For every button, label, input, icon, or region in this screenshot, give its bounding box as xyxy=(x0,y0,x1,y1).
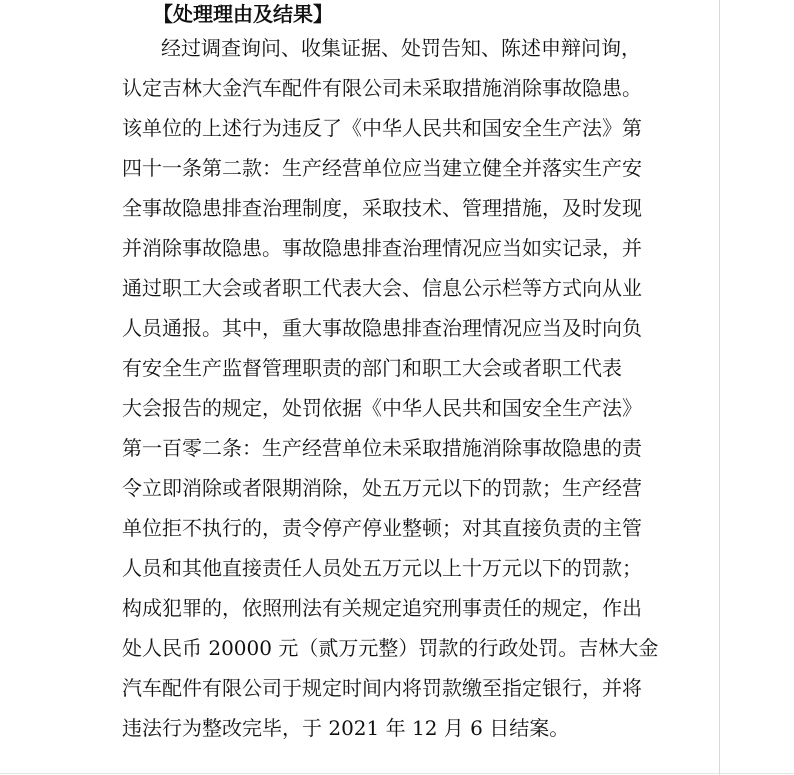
page-bottom-divider xyxy=(0,773,794,774)
paragraph-line: 构成犯罪的，依照刑法有关规定追究刑事责任的规定，作出 xyxy=(122,596,642,620)
paragraph-line: 全事故隐患排查治理制度，采取技术、管理措施，及时发现 xyxy=(122,196,642,220)
paragraph-line: 单位拒不执行的，责令停产停业整顿；对其直接负责的主管 xyxy=(122,516,642,540)
paragraph-line: 通过职工大会或者职工代表大会、信息公示栏等方式向从业 xyxy=(122,276,642,300)
paragraph-line: 并消除事故隐患。事故隐患排查治理情况应当如实记录，并 xyxy=(122,236,642,260)
paragraph-line: 认定吉林大金汽车配件有限公司未采取措施消除事故隐患。 xyxy=(122,76,642,100)
paragraph-line: 人员和其他直接责任人员处五万元以上十万元以下的罚款； xyxy=(122,556,642,580)
paragraph-line: 大会报告的规定，处罚依据《中华人民共和国安全生产法》 xyxy=(122,396,642,420)
paragraph-line: 有安全生产监督管理职责的部门和职工大会或者职工代表 xyxy=(122,356,622,380)
section-heading: 【处理理由及结果】 xyxy=(153,2,333,26)
document-body xyxy=(122,0,672,748)
page-edge-divider xyxy=(719,0,720,775)
paragraph-line: 处人民币 20000 元（贰万元整）罚款的行政处罚。吉林大金 xyxy=(122,636,659,660)
paragraph-line: 四十一条第二款：生产经营单位应当建立健全并落实生产安 xyxy=(122,156,642,180)
paragraph-line: 经过调查询问、收集证据、处罚告知、陈述申辩问询， xyxy=(161,36,641,60)
paragraph-line: 第一百零二条：生产经营单位未采取措施消除事故隐患的责 xyxy=(122,436,642,460)
paragraph-line: 违法行为整改完毕，于 2021 年 12 月 6 日结案。 xyxy=(122,716,570,740)
paragraph-line: 该单位的上述行为违反了《中华人民共和国安全生产法》第 xyxy=(122,116,642,140)
paragraph-line: 人员通报。其中，重大事故隐患排查治理情况应当及时向负 xyxy=(122,316,642,340)
paragraph-line: 令立即消除或者限期消除，处五万元以下的罚款；生产经营 xyxy=(122,476,642,500)
paragraph-line: 汽车配件有限公司于规定时间内将罚款缴至指定银行，并将 xyxy=(122,676,642,700)
